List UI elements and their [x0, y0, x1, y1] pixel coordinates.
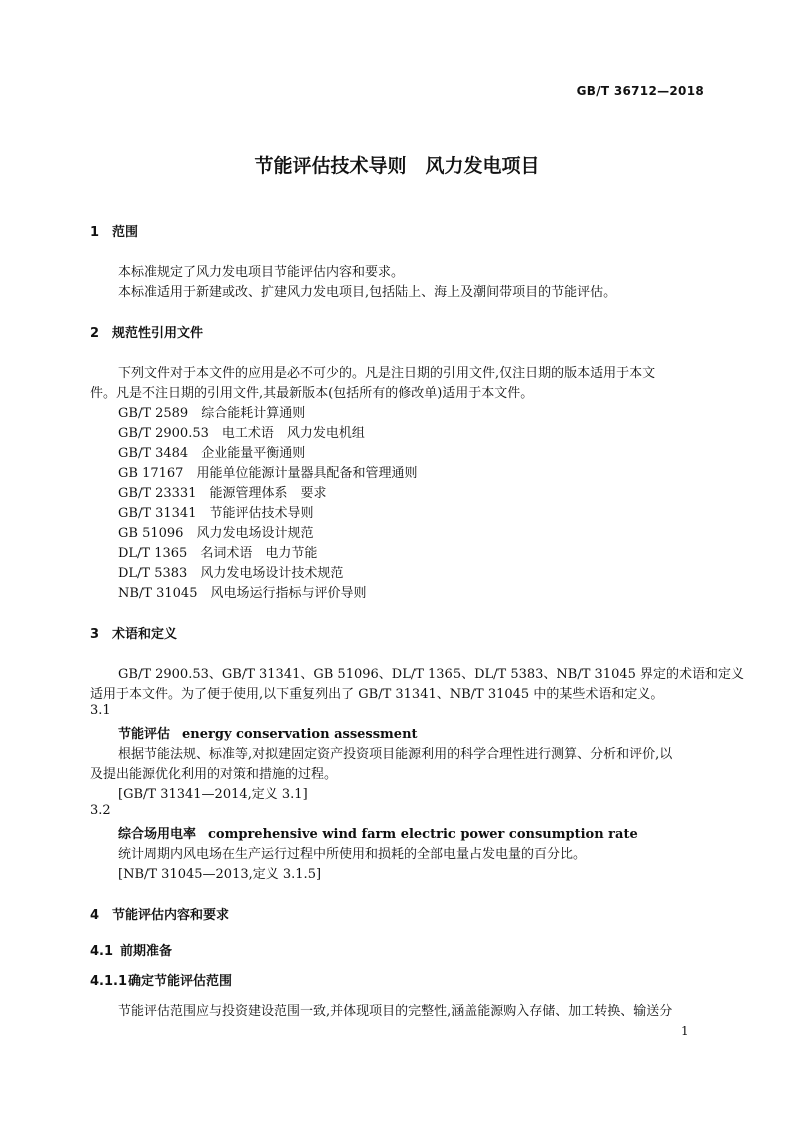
- section-4-heading: [90, 904, 229, 923]
- section-title: 术语和定义: [112, 627, 178, 642]
- section-number: 2: [90, 326, 100, 341]
- reference-name: 电工术语 风力发电机组: [221, 426, 365, 441]
- paragraph: GB/T 2900.53、GB/T 31341、GB 51096、DL/T 1365、DL/T 5383、NB/T 31045 界定的术语和定义: [118, 667, 745, 682]
- reference-item: [118, 502, 314, 521]
- term-source: [GB/T 31341—2014,定义 3.1]: [118, 787, 308, 802]
- term-source: [NB/T 31045—2013,定义 3.1.5]: [118, 867, 322, 882]
- section-title: 范围: [112, 225, 139, 240]
- document-title: 节能评估技术导则 风力发电项目: [254, 155, 540, 177]
- reference-code: GB 51096: [118, 526, 184, 541]
- section-3-heading: [90, 623, 177, 642]
- reference-item: [118, 582, 367, 601]
- reference-name: 用能单位能源计量器具配备和管理通则: [196, 466, 418, 481]
- section-title: 前期准备: [120, 944, 173, 959]
- term-en: comprehensive wind farm electric power consumption rate: [208, 827, 638, 842]
- section-title: 规范性引用文件: [112, 326, 204, 341]
- section-number: 4.1: [90, 944, 114, 959]
- reference-name: 综合能耗计算通则: [201, 406, 306, 421]
- reference-name: 能源管理体系 要求: [209, 486, 327, 501]
- reference-name: 风力发电场设计技术规范: [200, 566, 344, 581]
- page-number: 1: [681, 1024, 689, 1038]
- reference-name: 名词术语 电力节能: [200, 546, 318, 561]
- reference-code: GB/T 3484: [118, 446, 189, 461]
- reference-item: [118, 482, 327, 501]
- reference-code: DL/T 5383: [118, 566, 188, 581]
- paragraph: 本标准规定了风力发电项目节能评估内容和要求。: [118, 265, 405, 280]
- reference-code: GB 17167: [118, 466, 184, 481]
- paragraph: 节能评估范围应与投资建设范围一致,并体现项目的完整性,涵盖能源购入存储、加工转换、输送分: [118, 1004, 673, 1019]
- paragraph: 件。凡是不注日期的引用文件,其最新版本(包括所有的修改单)适用于本文件。: [90, 386, 534, 401]
- reference-item: [118, 542, 317, 561]
- reference-code: DL/T 1365: [118, 546, 188, 561]
- subsection-4-1-heading: [90, 940, 172, 959]
- term-definition: 及提出能源优化利用的对策和措施的过程。: [90, 767, 338, 782]
- reference-item: [118, 462, 417, 481]
- section-number: 4: [90, 908, 100, 923]
- standard-code: GB/T 36712—2018: [576, 84, 704, 98]
- reference-code: NB/T 31045: [118, 586, 198, 601]
- section-number: 3: [90, 627, 100, 642]
- reference-code: GB/T 2589: [118, 406, 189, 421]
- term-entry: [118, 823, 638, 842]
- section-number: 1: [90, 225, 100, 240]
- reference-code: GB/T 23331: [118, 486, 197, 501]
- reference-name: 风电场运行指标与评价导则: [210, 586, 367, 601]
- term-definition: 统计周期内风电场在生产运行过程中所使用和损耗的全部电量占发电量的百分比。: [118, 847, 587, 862]
- section-number: 4.1.1: [90, 974, 128, 989]
- term-zh: 综合场用电率: [118, 827, 197, 842]
- section-title: 节能评估内容和要求: [112, 908, 230, 923]
- term-entry: [118, 723, 418, 742]
- reference-name: 风力发电场设计规范: [196, 526, 314, 541]
- term-en: energy conservation assessment: [182, 727, 418, 742]
- paragraph: 适用于本文件。为了便于使用,以下重复列出了 GB/T 31341、NB/T 31045 中的某些术语和定义。: [90, 687, 664, 702]
- paragraph: 下列文件对于本文件的应用是必不可少的。凡是注日期的引用文件,仅注日期的版本适用于本文: [118, 366, 656, 381]
- reference-item: [118, 522, 313, 541]
- section-title: 确定节能评估范围: [128, 974, 233, 989]
- term-zh: 节能评估: [118, 727, 171, 742]
- reference-code: GB/T 31341: [118, 506, 197, 521]
- reference-name: 企业能量平衡通则: [201, 446, 306, 461]
- paragraph: 本标准适用于新建或改、扩建风力发电项目,包括陆上、海上及潮间带项目的节能评估。: [118, 285, 617, 300]
- section-2-heading: [90, 322, 203, 341]
- reference-item: [118, 442, 305, 461]
- term-number: 3.1: [90, 703, 111, 718]
- reference-item: [118, 402, 305, 421]
- section-1-heading: [90, 221, 138, 240]
- reference-name: 节能评估技术导则: [209, 506, 314, 521]
- reference-code: GB/T 2900.53: [118, 426, 209, 441]
- reference-item: [118, 422, 365, 441]
- subsection-4-1-1-heading: [90, 970, 232, 989]
- term-number: 3.2: [90, 803, 111, 818]
- term-definition: 根据节能法规、标准等,对拟建固定资产投资项目能源利用的科学合理性进行测算、分析和评价,以: [118, 747, 673, 762]
- reference-item: [118, 562, 343, 581]
